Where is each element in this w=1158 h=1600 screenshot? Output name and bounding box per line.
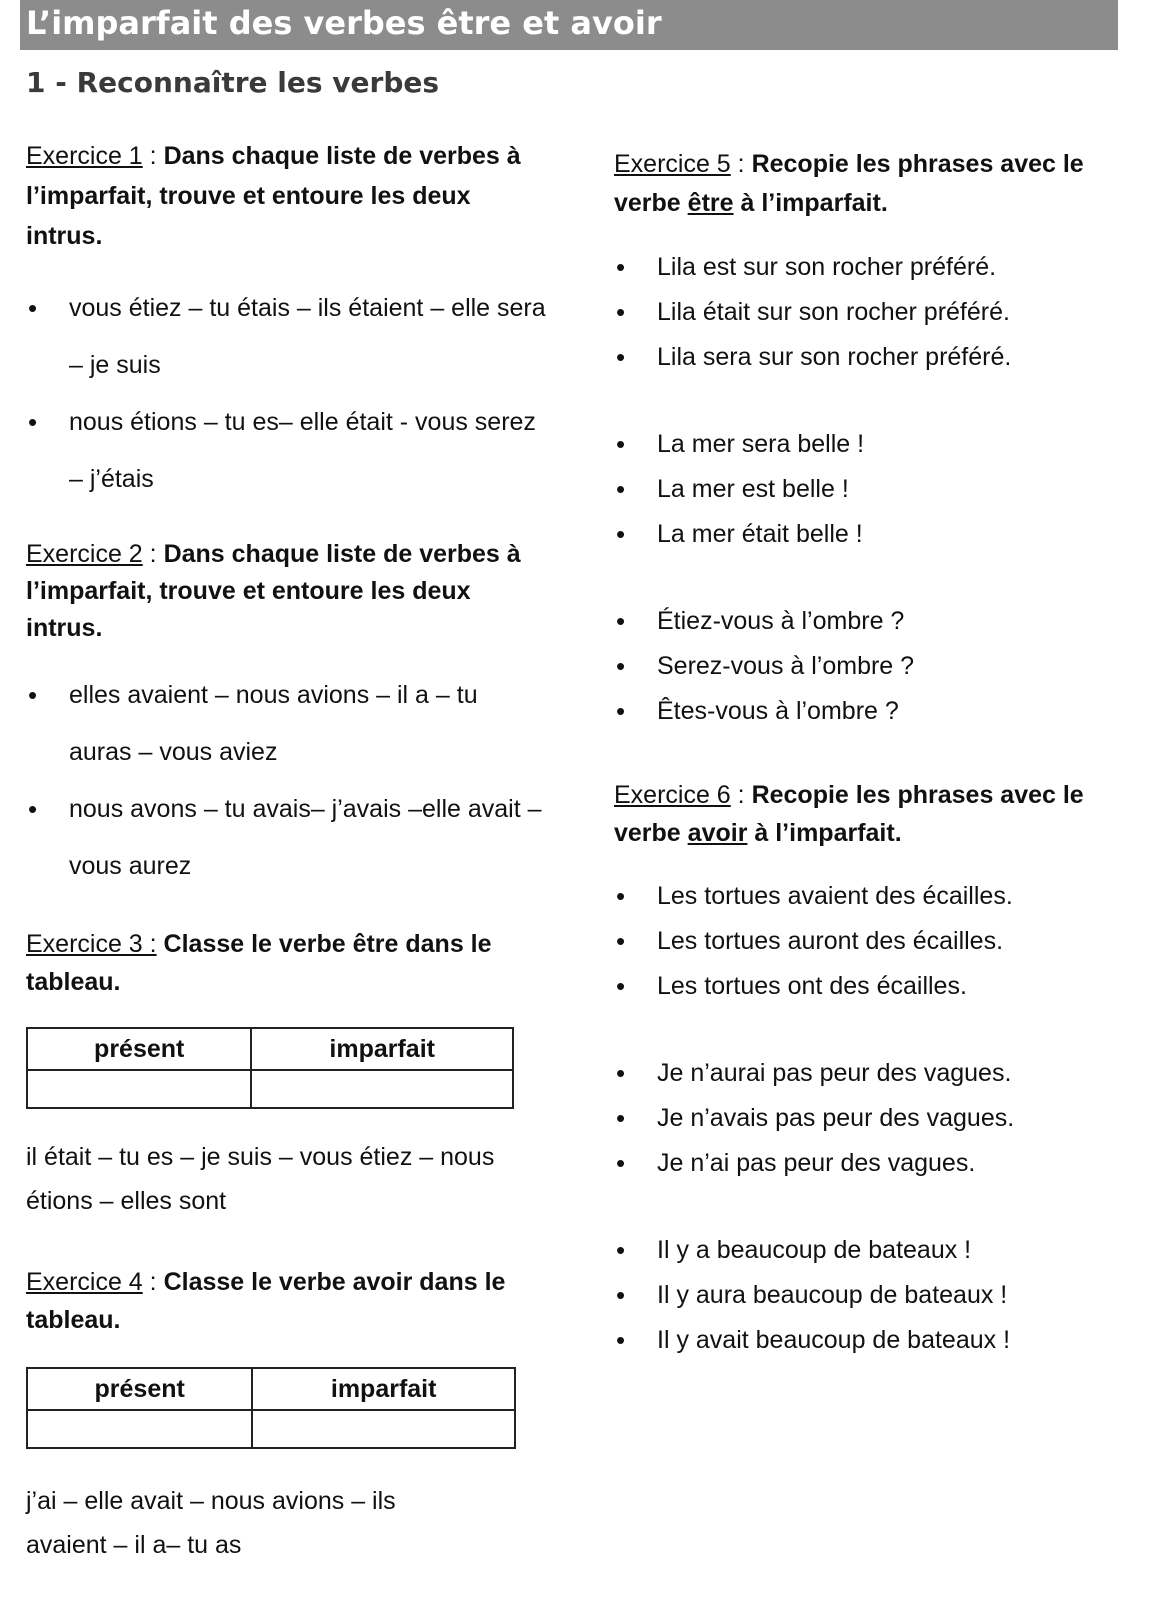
table-header-imparfait: imparfait <box>252 1368 515 1410</box>
exercice-3-table <box>26 1027 514 1109</box>
list-item: • Je n’aurai pas peur des vagues. <box>614 1051 1134 1096</box>
table-cell-imparfait[interactable] <box>251 1070 513 1108</box>
exercice-3-label: Exercice 3 : <box>26 930 157 958</box>
list-item: • La mer était belle ! <box>614 512 1134 557</box>
exercice-5-sep: : <box>730 150 752 178</box>
exercice-4-words: j’ai – elle avait – nous avions – ils avaient – il a– tu as <box>26 1487 396 1559</box>
table-cell-present[interactable] <box>27 1070 251 1108</box>
exercice-3-instruction: Classe le verbe être dans le tableau. <box>26 930 492 996</box>
list-item: • Lila est sur son rocher préféré. <box>614 245 1134 290</box>
exercice-1-list <box>26 280 546 508</box>
list-item: • Lila était sur son rocher préféré. <box>614 290 1134 335</box>
list-item: • Je n’ai pas peur des vagues. <box>614 1141 1134 1186</box>
exercice-6-group-2 <box>614 1051 1134 1186</box>
list-item: • Les tortues ont des écailles. <box>614 964 1134 1009</box>
exercice-6-instruction-post: à l’imparfait. <box>747 819 902 847</box>
exercice-2-heading <box>26 536 546 647</box>
exercice-6-label: Exercice 6 <box>614 781 731 809</box>
exercice-6-group-3 <box>614 1228 1134 1363</box>
list-item: • Serez-vous à l’ombre ? <box>614 644 1134 689</box>
table-cell-present[interactable] <box>27 1410 252 1448</box>
exercice-4-label: Exercice 4 <box>26 1268 143 1296</box>
table-header-imparfait: imparfait <box>251 1028 513 1070</box>
exercice-3-words: il était – tu es – je suis – vous étiez – nous étions – elles sont <box>26 1143 495 1215</box>
section-title: 1 - Reconnaître les verbes <box>26 66 440 99</box>
list-item: • Lila sera sur son rocher préféré. <box>614 335 1134 380</box>
list-item: • Il y a beaucoup de bateaux ! <box>614 1228 1134 1273</box>
list-item: • Les tortues auront des écailles. <box>614 919 1134 964</box>
right-column <box>614 145 1134 1363</box>
exercice-6-heading <box>614 776 1134 852</box>
page-title: L’imparfait des verbes être et avoir <box>26 4 662 42</box>
exercice-2-instruction: Dans chaque liste de verbes à l’imparfait, trouve et entoure les deux intrus. <box>26 540 521 642</box>
table-header-present: présent <box>27 1028 251 1070</box>
table-cell-imparfait[interactable] <box>252 1410 515 1448</box>
list-item: • Il y aura beaucoup de bateaux ! <box>614 1273 1134 1318</box>
exercice-5-instruction-word: être <box>687 189 734 217</box>
exercice-6-instruction-word: avoir <box>687 819 748 847</box>
exercice-5-group-2 <box>614 422 1134 557</box>
table-header-present: présent <box>27 1368 252 1410</box>
list-item: • nous avons – tu avais– j’avais –elle avait – vous aurez <box>26 781 546 895</box>
exercice-5-instruction-post: à l’imparfait. <box>733 189 888 217</box>
list-item: • Je n’avais pas peur des vagues. <box>614 1096 1134 1141</box>
list-item: • Êtes-vous à l’ombre ? <box>614 689 1134 734</box>
exercice-1-instruction: Dans chaque liste de verbes à l’imparfait, trouve et entoure les deux intrus. <box>26 142 521 250</box>
list-item: • Étiez-vous à l’ombre ? <box>614 599 1134 644</box>
exercice-5-label: Exercice 5 <box>614 150 731 178</box>
exercice-5-instruction-pre: Recopie les phrases avec le verbe <box>614 150 1084 217</box>
exercice-6-group-1 <box>614 874 1134 1009</box>
list-item: • vous étiez – tu étais – ils étaient – elle sera – je suis <box>26 280 546 394</box>
list-item: • La mer sera belle ! <box>614 422 1134 467</box>
exercice-2-sep: : <box>142 540 164 568</box>
exercice-5-heading <box>614 145 1134 223</box>
list-item: • nous étions – tu es– elle était - vous serez – j’étais <box>26 394 546 508</box>
exercice-5-group-3 <box>614 599 1134 734</box>
list-item: • La mer est belle ! <box>614 467 1134 512</box>
exercice-1-sep: : <box>142 142 164 170</box>
exercice-1-heading <box>26 136 546 256</box>
exercice-2-list <box>26 667 546 895</box>
exercice-4-heading <box>26 1263 546 1339</box>
exercice-1-label: Exercice 1 <box>26 142 143 170</box>
exercice-4-instruction: Classe le verbe avoir dans le tableau. <box>26 1268 506 1334</box>
exercice-6-instruction-pre: Recopie les phrases avec le verbe <box>614 781 1084 847</box>
exercice-3-heading <box>26 925 546 1001</box>
exercice-5-group-1 <box>614 245 1134 380</box>
list-item: • Il y avait beaucoup de bateaux ! <box>614 1318 1134 1363</box>
list-item: • elles avaient – nous avions – il a – tu auras – vous aviez <box>26 667 546 781</box>
exercice-4-sep: : <box>142 1268 164 1296</box>
list-item: • Les tortues avaient des écailles. <box>614 874 1134 919</box>
exercice-4-table <box>26 1367 516 1449</box>
exercice-2-label: Exercice 2 <box>26 540 143 568</box>
left-column <box>26 136 546 1567</box>
exercice-6-sep: : <box>730 781 752 809</box>
